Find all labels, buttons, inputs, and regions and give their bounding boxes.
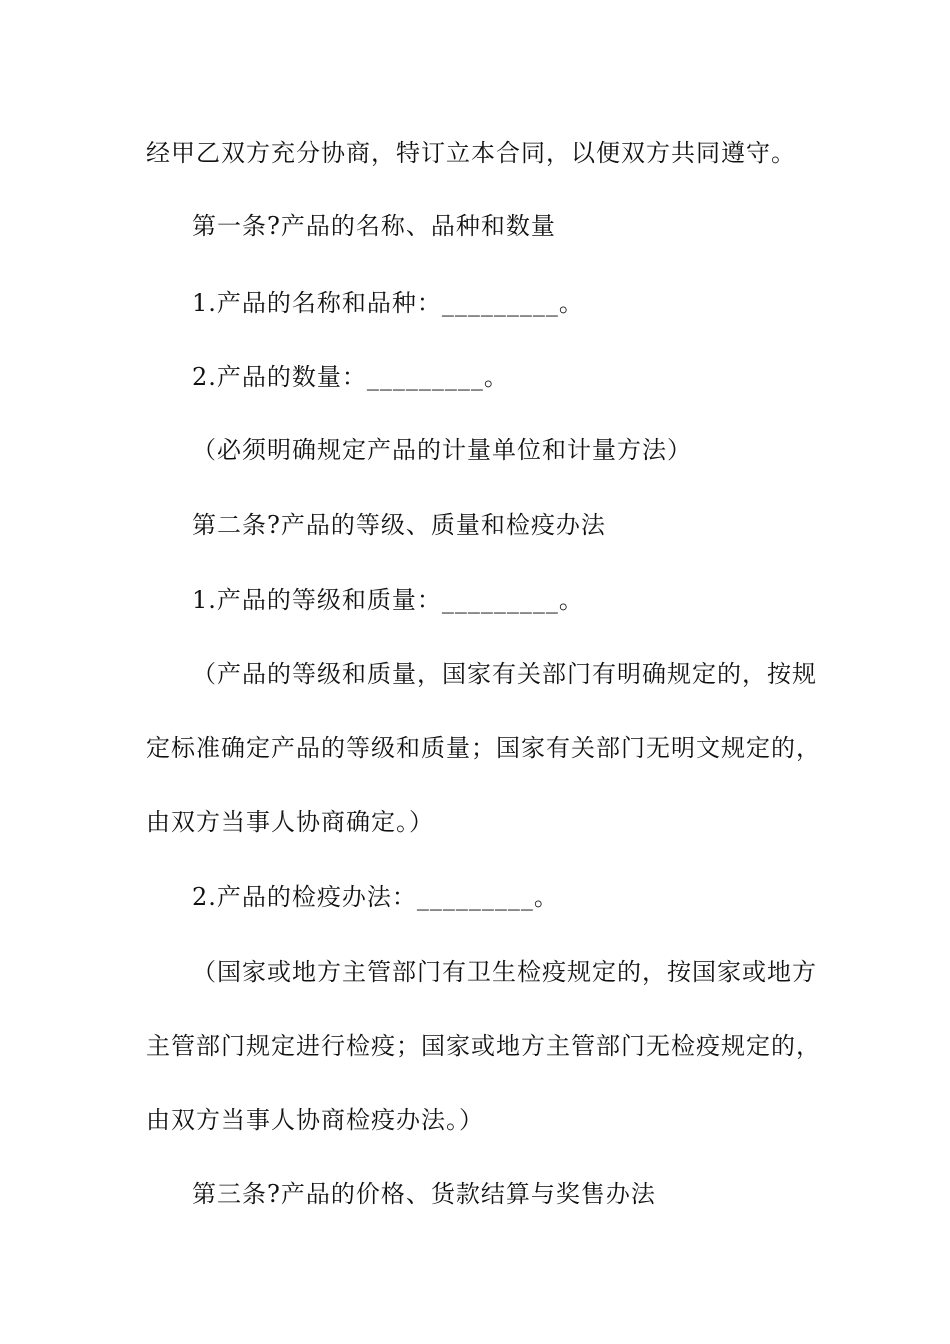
clause-2-2-note-line-3: 由双方当事人协商检疫办法。） <box>146 1106 484 1134</box>
article-2-heading: 第二条?产品的等级、质量和检疫办法 <box>192 511 606 539</box>
clause-2-2-note-line-2: 主管部门规定进行检疫；国家或地方主管部门无检疫规定的， <box>146 1032 821 1060</box>
clause-2-2-note-line-1: （国家或地方主管部门有卫生检疫规定的，按国家或地方 <box>192 958 817 986</box>
clause-1-1: 1.产品的名称和品种：_________。 <box>192 289 584 317</box>
clause-2-1-note-line-3: 由双方当事人协商确定。） <box>146 808 434 836</box>
clause-2-2: 2.产品的检疫办法：_________。 <box>192 883 559 911</box>
clause-1-2-note: （必须明确规定产品的计量单位和计量方法） <box>192 436 692 464</box>
clause-2-1: 1.产品的等级和质量：_________。 <box>192 586 584 614</box>
intro-paragraph-line: 经甲乙双方充分协商，特订立本合同，以便双方共同遵守。 <box>146 139 796 167</box>
article-3-heading: 第三条?产品的价格、货款结算与奖售办法 <box>192 1180 656 1208</box>
clause-1-2: 2.产品的数量：_________。 <box>192 363 509 391</box>
clause-2-1-note-line-1: （产品的等级和质量，国家有关部门有明确规定的，按规 <box>192 660 817 688</box>
article-1-heading: 第一条?产品的名称、品种和数量 <box>192 212 556 240</box>
clause-2-1-note-line-2: 定标准确定产品的等级和质量；国家有关部门无明文规定的， <box>146 734 821 762</box>
